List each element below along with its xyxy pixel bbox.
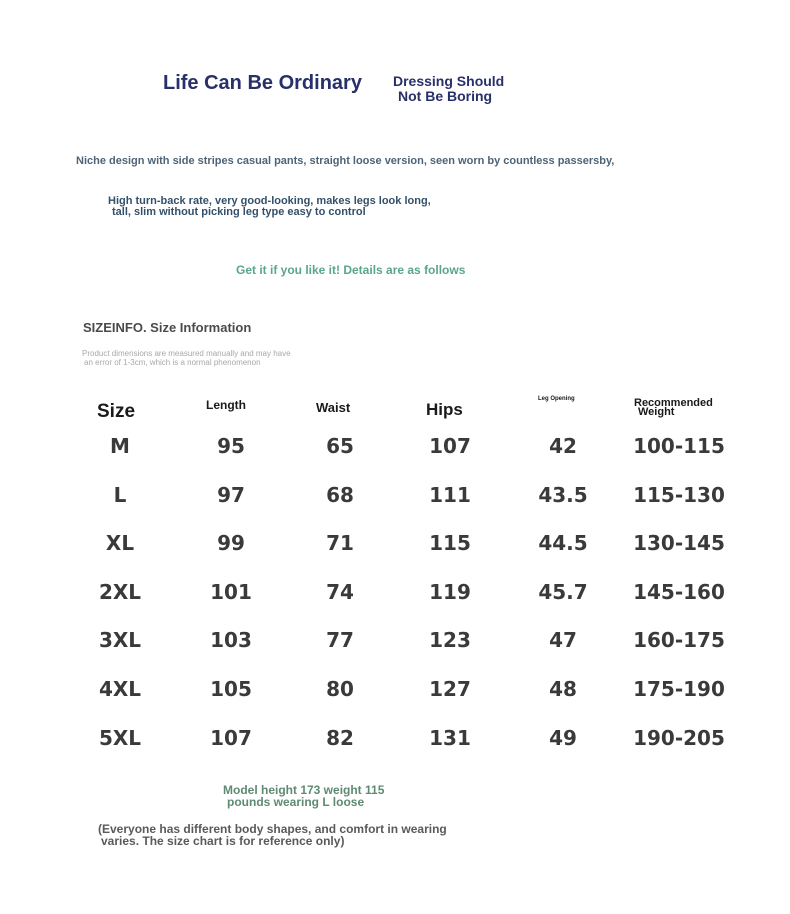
disclaimer [98,823,447,847]
size-note-line-1: Product dimensions are measured manually and may have [82,349,291,358]
headline: Life Can Be Ordinary [163,72,362,94]
cell-size: XL [105,531,135,556]
cell-length: 105 [210,677,252,701]
cell-recommended-weight: 160-175 [633,628,725,653]
cell-leg-opening: 48 [549,677,577,701]
cell-size: 4XL [98,677,142,701]
cell-length: 97 [217,482,245,507]
model-info [223,784,384,808]
size-note-line-2: an error of 1-3cm, which is a normal phenomenon [84,358,261,367]
header-waist: Waist [316,400,351,415]
cell-waist: 82 [326,725,354,750]
disclaimer-line-2: varies. The size chart is for reference only) [101,834,345,848]
cell-size: L [113,482,127,507]
intro-text: Niche design with side stripes casual pants, straight loose version, seen worn by countless passersby, [76,155,615,167]
cell-leg-opening: 47 [549,628,577,653]
size-info-note [82,349,291,367]
header-hips: Hips [426,400,463,419]
disclaimer-line-1: (Everyone has different body shapes, and comfort in wearing [98,822,447,836]
cell-recommended-weight: 100-115 [633,434,725,458]
cell-size: 3XL [98,628,142,653]
cell-hips: 127 [429,677,471,701]
cell-length: 99 [217,531,245,556]
tagline-line-1: Dressing Should [393,73,505,89]
cell-length: 107 [210,725,252,750]
cell-hips: 115 [429,531,471,556]
cell-recommended-weight: 115-130 [633,482,725,507]
cell-hips: 107 [429,434,471,458]
size-info-title: SIZEINFO. Size Information [83,320,252,335]
cell-recommended-weight: 130-145 [633,531,725,556]
cell-length: 95 [217,434,245,458]
header-weight-line-1: Recommended [634,397,713,409]
description-line-1: High turn-back rate, very good-looking, makes legs look long, [108,195,431,207]
cell-recommended-weight: 190-205 [633,725,725,750]
description-line-2: tall, slim without picking leg type easy to control [112,206,366,218]
cell-leg-opening: 45.7 [538,579,588,604]
header-length: Length [206,398,246,412]
cell-waist: 80 [326,677,354,701]
cell-waist: 71 [326,531,354,556]
cell-length: 103 [210,628,252,653]
model-info-line-1: Model height 173 weight 115 [223,783,385,797]
cell-leg-opening: 43.5 [538,482,588,507]
cell-leg-opening: 49 [549,725,577,750]
cell-hips: 111 [429,482,471,507]
cell-waist: 65 [326,434,354,458]
cell-size: 2XL [98,579,142,604]
cell-size: 5XL [98,725,142,750]
header-size: Size [97,401,136,422]
cell-hips: 131 [429,725,471,750]
header-weight-line-2: Weight [638,406,675,418]
cell-waist: 77 [326,628,354,653]
cta-text: Get it if you like it! Details are as follows [236,263,466,277]
description [108,196,431,218]
cell-hips: 123 [429,628,471,653]
cell-recommended-weight: 175-190 [633,677,725,701]
cell-length: 101 [210,579,252,604]
model-info-line-2: pounds wearing L loose [227,795,365,809]
cell-waist: 74 [326,579,354,604]
header-leg-opening: Leg Opening [538,396,575,402]
cell-hips: 119 [429,579,471,604]
tagline [393,74,504,104]
cell-size: M [110,434,130,458]
header-recommended-weight [634,399,713,416]
cell-waist: 68 [326,482,354,507]
tagline-line-2: Not Be Boring [398,88,493,104]
cell-leg-opening: 44.5 [538,531,588,556]
cell-leg-opening: 42 [549,434,577,458]
cell-recommended-weight: 145-160 [633,579,725,604]
